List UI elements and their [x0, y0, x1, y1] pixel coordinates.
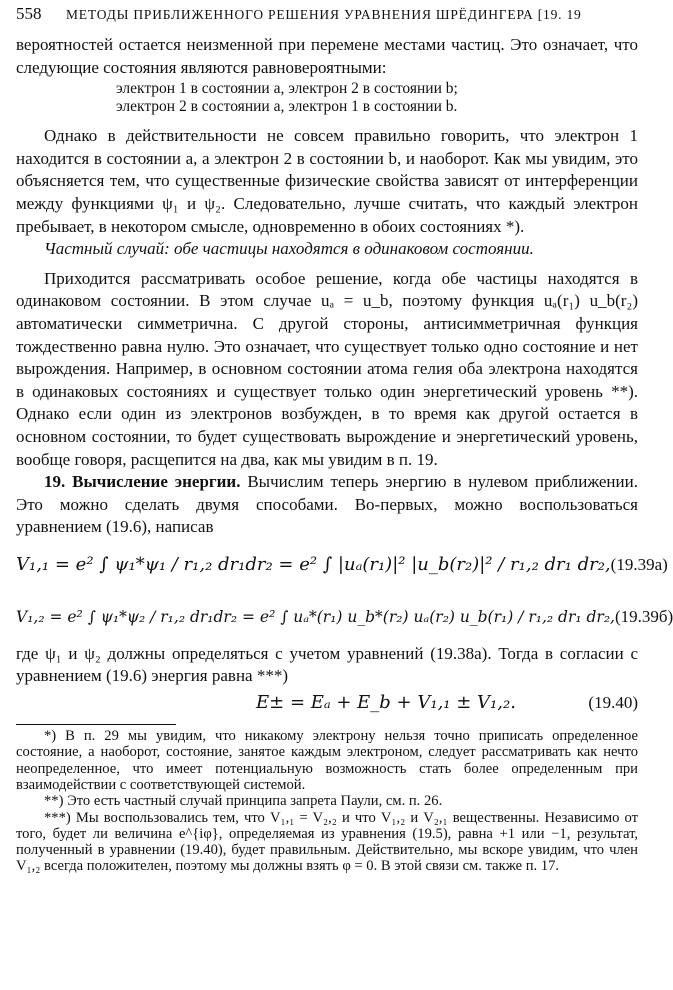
special-case-text: обе частицы находятся в одинаковом состоянии. [169, 239, 534, 259]
equation-expression: V₁,₂ = e² ∫ ψ₁*ψ₂ / r₁,₂ dr₁dr₂ = e² ∫ uₐ*(r₁) u_b*(r₂) uₐ(r₂) u_b(r₁) / r₁,₂ dr₁ dr₂, [16, 607, 615, 626]
footnote-1: *) В п. 29 мы увидим, что никакому электрону нельзя точно приписать определенное состояние, а наоборот, состояние, занятое каждым электроном, следует рассматривать как нечто неопределенное, что имеет потенциальную возможность стать более определенным при взаимодействии с соответствующей системой. [16, 728, 638, 793]
paragraph-special-case [16, 238, 638, 261]
page-number: 558 [16, 4, 42, 23]
paragraph-1: вероятностей остается неизменной при перемене местами частиц. Это означает, что следующие состояния являются равновероятными: [16, 35, 638, 77]
equation-number: (19.39б) [614, 606, 673, 626]
equation-number: (19.39а) [610, 554, 668, 574]
state-list [16, 80, 638, 116]
equation-expression: V₁,₁ = e² ∫ ψ₁*ψ₁ / r₁,₂ dr₁dr₂ = e² ∫ |uₐ(r₁)|² |u_b(r₂)|² / r₁,₂ dr₁ dr₂, [16, 553, 611, 575]
paragraph-2: Однако в действительности не совсем правильно говорить, что электрон 1 находится в состоянии a, а электрон 2 в состоянии b, и наоборот. Как мы увидим, это объясняется тем, что существенные физические свойства зависят от интерференции между функциями ψ₁ и ψ₂. Следовательно, лучше считать, что каждый электрон пребывает, в некотором смысле, одновременно в обоих состояниях *). [16, 126, 638, 236]
footnote-divider [16, 724, 176, 725]
section-intro-text: Вычислим теперь энергию в нулевом приближении. Это можно сделать двумя способами. Во-первых, можно воспользоваться уравнением (19.6), написав [16, 472, 638, 537]
footnote-3: ***) Мы воспользовались тем, что V₁,₁ = V₂,₂ и что V₁,₂ и V₂,₁ вещественны. Независимо от того, будет ли величина e^{iφ}, определяемая из уравнения (19.5), равна +1 или −1, результат, полученный в уравнении (19.40), будет правильным. Действительно, мы вскоре увидим, что член V₁,₂ всегда положителен, поэтому мы должны взять φ = 0. В этой связи см. также п. 17. [16, 809, 638, 875]
running-title: МЕТОДЫ ПРИБЛИЖЕННОГО РЕШЕНИЯ УРАВНЕНИЯ ШРЁДИНГЕРА [19. 19 [66, 7, 582, 22]
book-page [16, 4, 673, 875]
equation-19-40 [16, 688, 638, 718]
section-heading: 19. Вычисление энергии. [44, 472, 241, 492]
main-text [16, 34, 673, 718]
special-case-label: Частный случай: [44, 239, 170, 259]
footnotes [16, 728, 638, 875]
state-item-2: электрон 2 в состоянии a, электрон 1 в состоянии b. [116, 98, 458, 116]
paragraph-4: Приходится рассматривать особое решение, когда обе частицы находятся в одинаковом состоянии. В этом случае uₐ = u_b, поэтому функция uₐ(r₁) u_b(r₂) автоматически симметрична. С другой стороны, антисимметричная функция тождественно равна нулю. Это означает, что существует только одно состояние и нет вырождения. Например, в основном состоянии атома гелия оба электрона находятся в одинаковых состояниях и существует только один энергетический уровень **). Однако если один из электронов возбужден, в то время как другой остается в основном состоянии, то будет существовать вырождение и энергетический уровень, вообще говоря, расщепится на два, как мы увидим в п. 19. [16, 268, 638, 469]
state-item-1: электрон 1 в состоянии a, электрон 2 в состоянии b; [116, 80, 458, 98]
footnote-2: **) Это есть частный случай принципа запрета Паули, см. п. 26. [44, 793, 443, 810]
page-header [16, 4, 638, 34]
paragraph-6: где ψ₁ и ψ₂ должны определяться с учетом уравнений (19.38а). Тогда в согласии с уравнением (19.6) энергия равна ***) [16, 643, 638, 686]
equation-number: (19.40) [588, 692, 638, 712]
equation-expression: E± = Eₐ + E_b + V₁,₁ ± V₁,₂. [256, 691, 516, 713]
paragraph-section-19 [16, 471, 638, 539]
equation-19-39b [16, 591, 673, 643]
equation-19-39a [16, 539, 668, 591]
